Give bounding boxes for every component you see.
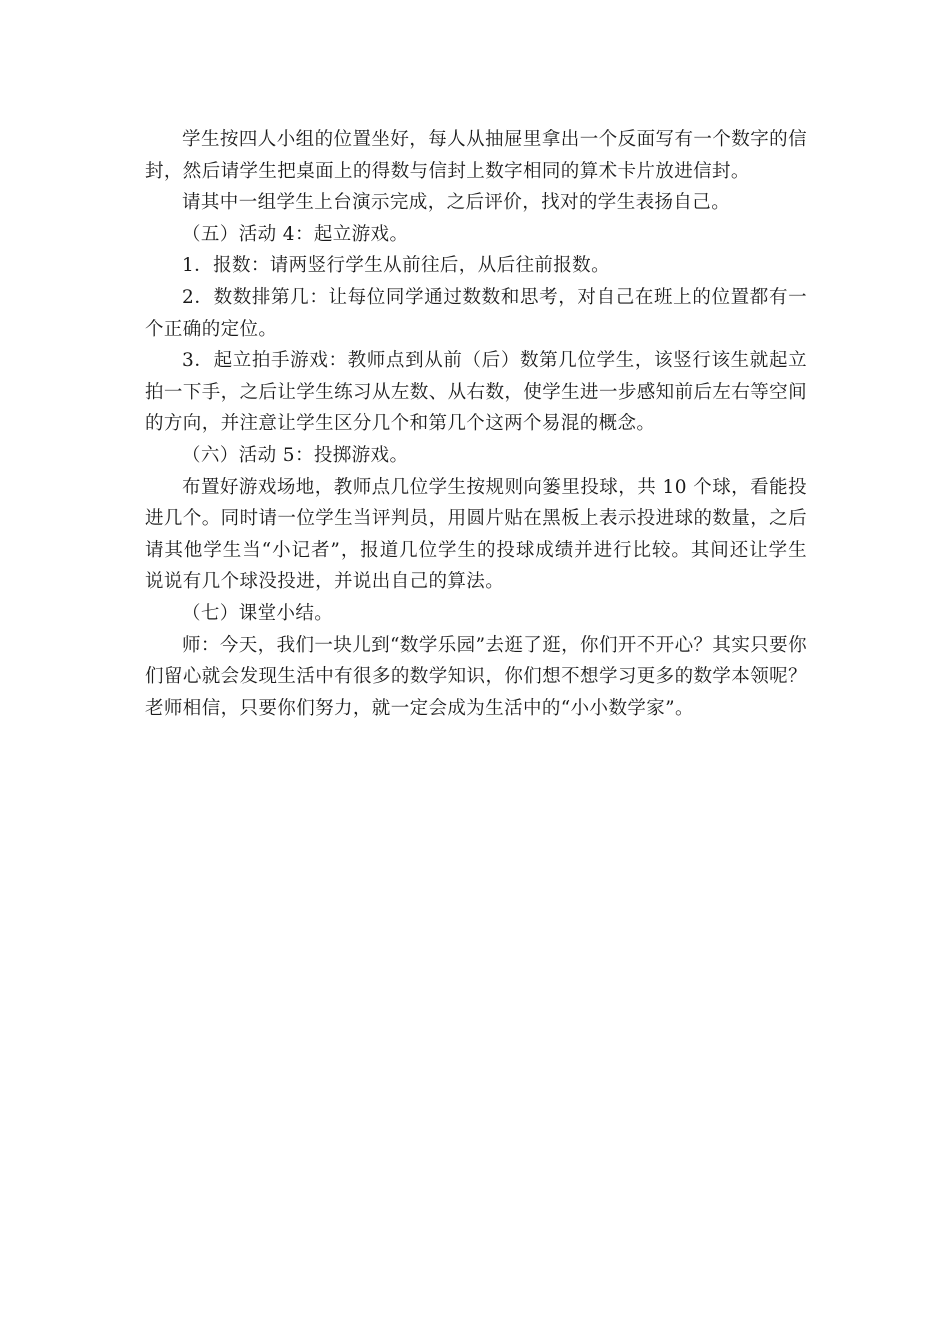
document-body	[145, 124, 807, 724]
paragraph-count-off: 1．报数：请两竖行学生从前往后，从后往前报数。	[182, 255, 610, 277]
paragraph-stand-clap-game: 3．起立拍手游戏：教师点到从前（后）数第几位学生，该竖行该生就起立拍一下手，之后让学生练习从左数、从右数，使学生进一步感知前后左右等空间的方向，并注意让学生区分几个和第几个这两个易混的概念。	[145, 350, 807, 435]
paragraph-teacher-summary: 师：今天，我们一块儿到“数学乐园”去逛了逛，你们开不开心？其实只要你们留心就会发现生活中有很多的数学知识，你们想不想学习更多的数学本领呢？老师相信，只要你们努力，就一定会成为生活中的“小小数学家”。	[145, 634, 807, 719]
heading-activity-4: （五）活动 4：起立游戏。	[182, 223, 409, 245]
heading-class-summary: （七）课堂小结。	[182, 602, 334, 624]
paragraph-envelope-activity: 学生按四人小组的位置坐好，每人从抽屉里拿出一个反面写有一个数字的信封，然后请学生把桌面上的得数与信封上数字相同的算术卡片放进信封。	[145, 129, 807, 182]
heading-activity-5: （六）活动 5：投掷游戏。	[182, 444, 409, 466]
paragraph-throwing-game: 布置好游戏场地，教师点几位学生按规则向篓里投球，共 10 个球，看能投进几个。同时请一位学生当评判员，用圆片贴在黑板上表示投进球的数量，之后请其他学生当“小记者”，报道几位学生的投球成绩并进行比较。其间还让学生说说有几个球没投进，并说出自己的算法。	[145, 476, 807, 593]
paragraph-group-demo: 请其中一组学生上台演示完成，之后评价，找对的学生表扬自己。	[182, 192, 731, 214]
paragraph-position-counting: 2．数数排第几：让每位同学通过数数和思考，对自己在班上的位置都有一个正确的定位。	[145, 286, 807, 340]
